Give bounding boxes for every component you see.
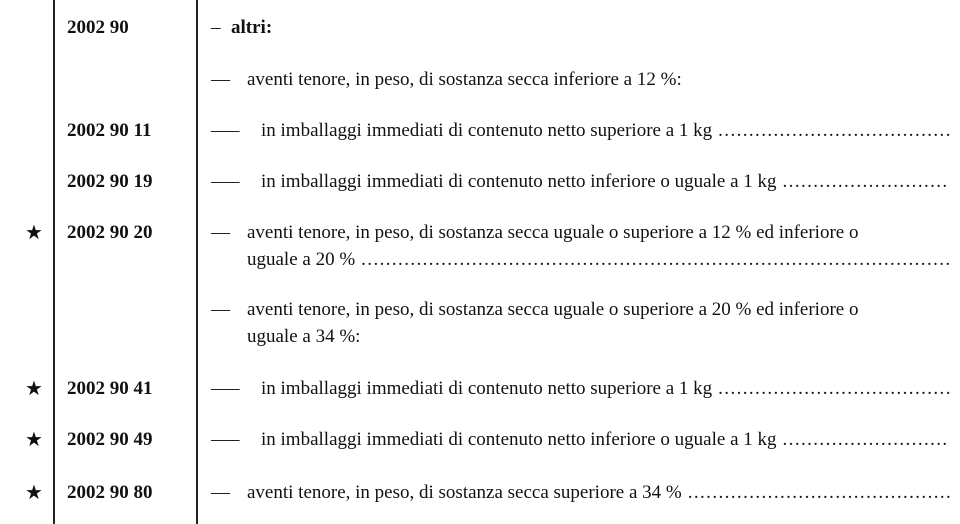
description-text: aventi tenore, in peso, di sostanza secca superiore a 34 % xyxy=(247,482,682,503)
star-icon: ★ xyxy=(25,220,43,244)
description-text: in imballaggi immediati di contenuto netto inferiore o uguale a 1 kg xyxy=(261,429,777,450)
tariff-description xyxy=(211,426,950,453)
tariff-code: 2002 90 49 xyxy=(67,429,153,450)
description-text: aventi tenore, in peso, di sostanza secca uguale o superiore a 12 % ed inferiore o xyxy=(247,222,859,243)
tariff-code: 2002 90 20 xyxy=(67,222,153,243)
tariff-code: 2002 90 80 xyxy=(67,482,153,503)
star-icon: ★ xyxy=(25,376,43,400)
description-text: in imballaggi immediati di contenuto netto superiore a 1 kg xyxy=(261,378,713,399)
tariff-description xyxy=(211,219,950,273)
description-text: in imballaggi immediati di contenuto netto superiore a 1 kg xyxy=(261,120,713,141)
tariff-description xyxy=(211,117,950,144)
tariff-description xyxy=(211,479,950,506)
leader-dots xyxy=(783,168,950,195)
tariff-description xyxy=(211,66,950,93)
leader-dots xyxy=(361,246,950,273)
indent-dash: ––– xyxy=(211,378,240,399)
description-text: altri: xyxy=(231,17,273,38)
description-text: aventi tenore, in peso, di sostanza secca inferiore a 12 %: xyxy=(247,69,682,90)
indent-dash: ––– xyxy=(211,171,240,192)
indent-dash: –– xyxy=(211,69,230,90)
column-divider-middle xyxy=(196,0,198,524)
indent-dash: –– xyxy=(211,222,230,243)
tariff-description xyxy=(211,296,950,350)
indent-dash: –– xyxy=(211,299,230,320)
tariff-description xyxy=(211,14,950,41)
tariff-code: 2002 90 19 xyxy=(67,171,153,192)
star-icon: ★ xyxy=(25,480,43,504)
description-text: in imballaggi immediati di contenuto netto inferiore o uguale a 1 kg xyxy=(261,171,777,192)
leader-dots xyxy=(688,479,950,506)
indent-dash: ––– xyxy=(211,429,240,450)
star-icon: ★ xyxy=(25,427,43,451)
leader-dots xyxy=(783,426,950,453)
description-text: aventi tenore, in peso, di sostanza secca uguale o superiore a 20 % ed inferiore o xyxy=(247,299,859,320)
tariff-code: 2002 90 xyxy=(67,17,129,38)
tariff-description xyxy=(211,375,950,402)
indent-dash: ––– xyxy=(211,120,240,141)
description-text-continued: uguale a 34 %: xyxy=(247,326,361,347)
description-text-continued: uguale a 20 % xyxy=(247,249,356,270)
indent-dash: – xyxy=(211,17,221,38)
tariff-code: 2002 90 41 xyxy=(67,378,153,399)
leader-dots xyxy=(718,117,950,144)
indent-dash: –– xyxy=(211,482,230,503)
tariff-description xyxy=(211,168,950,195)
tariff-code: 2002 90 11 xyxy=(67,120,152,141)
leader-dots xyxy=(718,375,950,402)
column-divider-left xyxy=(53,0,55,524)
